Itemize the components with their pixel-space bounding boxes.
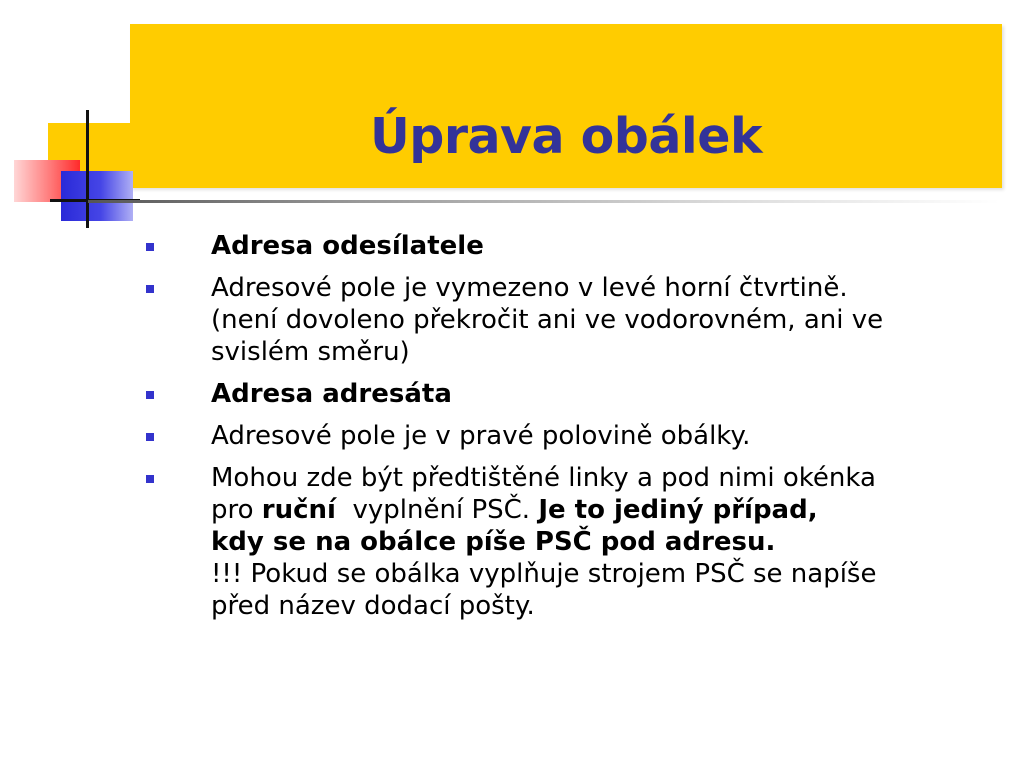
bullet-text-line: Adresové pole je vymezeno v levé horní čtvrtině.: [211, 273, 848, 303]
decor-blue-square: [61, 171, 133, 221]
bullet-text-line: svislém směru): [211, 337, 410, 367]
bullet-heading-recipient: Adresa adresáta: [211, 379, 452, 409]
bullet-text-line: kdy se na obálce píše PSČ pod adresu.: [211, 527, 776, 557]
bullet-item: [0, 272, 1024, 368]
bullet-text-line: !!! Pokud se obálka vyplňuje strojem PSČ se napíše: [211, 559, 877, 589]
title-underline: [88, 200, 1000, 203]
text-run-bold: ruční: [261, 495, 336, 525]
bullet-text-line: [211, 494, 994, 526]
bullet-item: [0, 378, 1024, 410]
bullet-item: [0, 230, 1024, 262]
bullet-list: [0, 230, 1024, 632]
bullet-item: [0, 420, 1024, 452]
text-run: pro: [211, 495, 262, 525]
decor-vertical-line: [86, 110, 89, 228]
bullet-item: [0, 462, 1024, 622]
slide-title: Úprava obálek: [369, 108, 763, 165]
bullet-text-line: (není dovoleno překročit ani ve vodorovném, ani ve: [211, 305, 884, 335]
text-run-bold: Je to jediný případ,: [538, 495, 818, 525]
bullet-text-line: Mohou zde být předtištěné linky a pod nimi okénka: [211, 463, 876, 493]
bullet-heading-sender: Adresa odesílatele: [211, 231, 484, 261]
bullet-text: Adresové pole je v pravé polovině obálky.: [211, 421, 751, 451]
text-run: vyplnění PSČ.: [335, 495, 539, 525]
bullet-text-line: před název dodací pošty.: [211, 591, 535, 621]
